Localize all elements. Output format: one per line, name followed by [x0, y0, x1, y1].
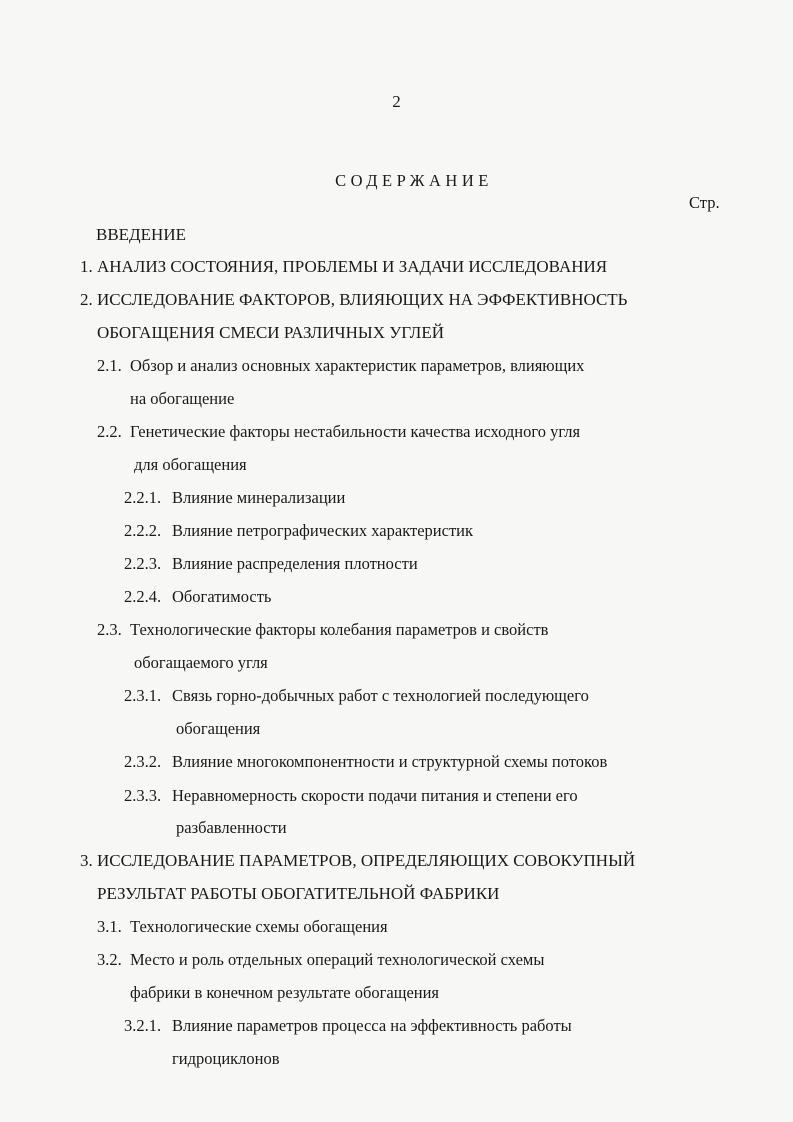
toc-entry-number: 3.2.	[97, 950, 122, 969]
toc-entry-title-line: РЕЗУЛЬТАТ РАБОТЫ ОБОГАТИТЕЛЬНОЙ ФАБРИКИ	[97, 884, 500, 903]
toc-entry-number: 3.2.1.	[124, 1016, 162, 1035]
toc-entry-title-line: Связь горно-добычных работ с технологией последующего	[172, 686, 589, 705]
toc-entry-title-line: на обогащение	[130, 389, 235, 408]
toc-title: СОДЕРЖАНИЕ	[335, 171, 493, 190]
toc-entry-title: Влияние распределения плотности	[172, 554, 418, 573]
toc-entry-number: 2.2.	[97, 422, 122, 441]
toc-entry-number: 2.3.1.	[124, 686, 162, 705]
toc-entry-title-line: гидроциклонов	[172, 1049, 280, 1068]
toc-entry-number: 2.2.4.	[124, 587, 162, 606]
toc-entry-title-line: ОБОГАЩЕНИЯ СМЕСИ РАЗЛИЧНЫХ УГЛЕЙ	[97, 323, 444, 342]
page-column-header: Стр.	[689, 193, 720, 212]
toc-entry-title-line: ИССЛЕДОВАНИЕ ПАРАМЕТРОВ, ОПРЕДЕЛЯЮЩИХ СОВОКУПНЫЙ	[97, 851, 636, 870]
toc-entry-title-line: ИССЛЕДОВАНИЕ ФАКТОРОВ, ВЛИЯЮЩИХ НА ЭФФЕКТИВНОСТЬ	[97, 290, 628, 309]
toc-entry-number: 2.3.2.	[124, 752, 162, 771]
toc-entry-title-line: Место и роль отдельных операций технологической схемы	[130, 950, 545, 969]
toc-entry-title: Обогатимость	[172, 587, 272, 606]
toc-entry-title: Влияние многокомпонентности и структурной схемы потоков	[172, 752, 608, 771]
toc-entry-number: 2.1.	[97, 356, 122, 375]
toc-entry-title: Технологические схемы обогащения	[130, 917, 388, 936]
toc-entry-title: Влияние петрографических характеристик	[172, 521, 473, 540]
toc-entry-title: ВВЕДЕНИЕ	[96, 225, 186, 244]
toc-entry-number: 2.3.	[97, 620, 122, 639]
toc-entry-number: 2.	[80, 290, 93, 309]
page-number: 2	[392, 92, 401, 111]
toc-entry-number: 3.	[80, 851, 93, 870]
toc-entry-title: Влияние минерализации	[172, 488, 346, 507]
toc-entry-number: 2.2.1.	[124, 488, 162, 507]
toc-entry-title-line: Обзор и анализ основных характеристик параметров, влияющих	[130, 356, 585, 375]
toc-entry-title-line: разбавленности	[176, 818, 287, 837]
toc-entry-title-line: Генетические факторы нестабильности качества исходного угля	[130, 422, 581, 441]
toc-entry-title-line: обогащения	[176, 719, 261, 738]
toc-entry-number: 1.	[80, 257, 93, 276]
toc-entry-number: 2.3.3.	[124, 786, 162, 805]
toc-entry-title-line: Влияние параметров процесса на эффективность работы	[172, 1016, 572, 1035]
toc-entry-title-line: для обогащения	[134, 455, 247, 474]
toc-entry-number: 2.2.3.	[124, 554, 162, 573]
toc-entry-title: АНАЛИЗ СОСТОЯНИЯ, ПРОБЛЕМЫ И ЗАДАЧИ ИССЛЕДОВАНИЯ	[97, 257, 608, 276]
toc-entry-title-line: обогащаемого угля	[134, 653, 268, 672]
toc-entry-number: 2.2.2.	[124, 521, 162, 540]
toc-entry-number: 3.1.	[97, 917, 122, 936]
toc-entry-title-line: фабрики в конечном результате обогащения	[130, 983, 440, 1002]
toc-entry-title-line: Технологические факторы колебания параметров и свойств	[130, 620, 549, 639]
toc-entry-title-line: Неравномерность скорости подачи питания и степени его	[172, 786, 578, 805]
